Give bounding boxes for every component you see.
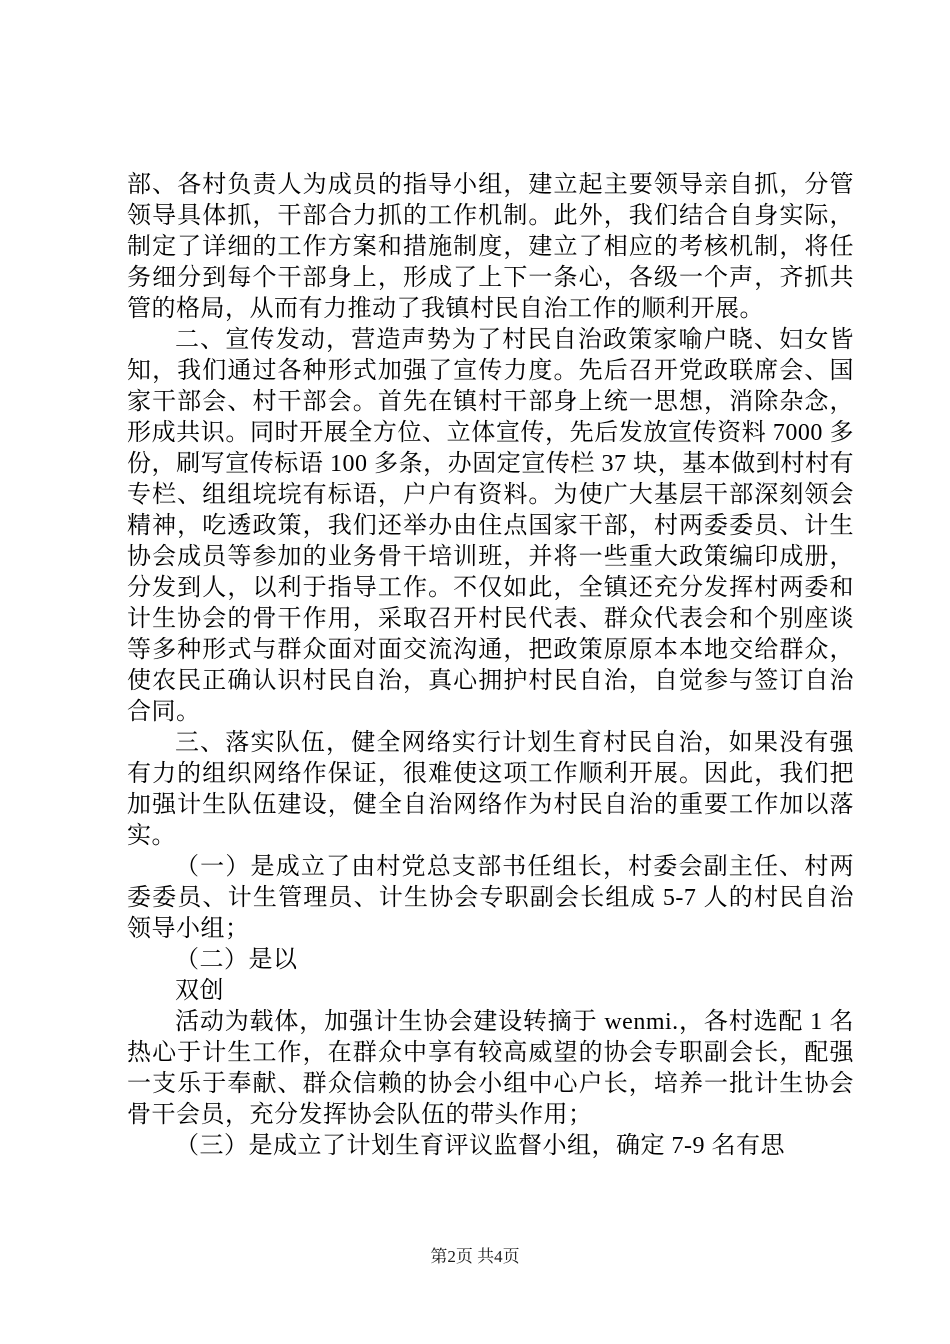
paragraph-item-2-continued: 活动为载体，加强计生协会建设转摘于 wenmi.，各村选配 1 名热心于计生工作，在群众中享有较高威望的协会专职副会长，配强一支乐于奉献、群众信赖的协会小组中心户长，培养一批计生协会骨干会员，充分发挥协会队伍的带头作用； <box>127 1009 854 1128</box>
paragraph-item-1: （一）是成立了由村党总支部书任组长，村委会副主任、村两委委员、计生管理员、计生协会专职副会长组成 5-7 人的村民自治领导小组； <box>127 854 854 942</box>
document-body <box>127 170 854 1162</box>
paragraph-section-3: 三、落实队伍，健全网络实行计划生育村民自治，如果没有强有力的组织网络作保证，很难使这项工作顺利开展。因此，我们把加强计生队伍建设，健全自治网络作为村民自治的重要工作加以落实。 <box>127 730 854 849</box>
page-number-footer: 第2页 共4页 <box>430 1247 520 1266</box>
paragraph-section-2: 二、宣传发动，营造声势为了村民自治政策家喻户晓、妇女皆知，我们通过各种形式加强了宣传力度。先后召开党政联席会、国家干部会、村干部会。首先在镇村干部身上统一思想，消除杂念，形成共识。同时开展全方位、立体宣传，先后发放宣传资料 7000 多份，刷写宣传标语 100 多条，办固定宣传栏 37 块，基本做到村村有专栏、组组垸垸有标语，户户有资料。为使广大基层干部深刻领会精神，吃透政策，我们还举办由住点国家干部，村两委委员、计生协会成员等参加的业务骨干培训班，并将一些重大政策编印成册，分发到人，以利于指导工作。不仅如此，全镇还充分发挥村两委和计生协会的骨干作用，采取召开村民代表、群众代表会和个别座谈等多种形式与群众面对面交流沟通，把政策原原本本地交给群众，使农民正确认识村民自治，真心拥护村民自治，自觉参与签订自治合同。 <box>127 327 854 725</box>
paragraph-item-3: （三）是成立了计划生育评议监督小组，确定 7-9 名有思 <box>175 1133 785 1159</box>
paragraph-continuation: 部、各村负责人为成员的指导小组，建立起主要领导亲自抓，分管领导具体抓，干部合力抓的工作机制。此外，我们结合自身实际，制定了详细的工作方案和措施制度，建立了相应的考核机制，将任务细分到每个干部身上，形成了上下一条心，各级一个声，齐抓共管的格局，从而有力推动了我镇村民自治工作的顺利开展。 <box>127 172 854 322</box>
paragraph-item-2: （二）是以 <box>175 947 298 973</box>
paragraph-shuangchuang: 双创 <box>175 978 224 1004</box>
